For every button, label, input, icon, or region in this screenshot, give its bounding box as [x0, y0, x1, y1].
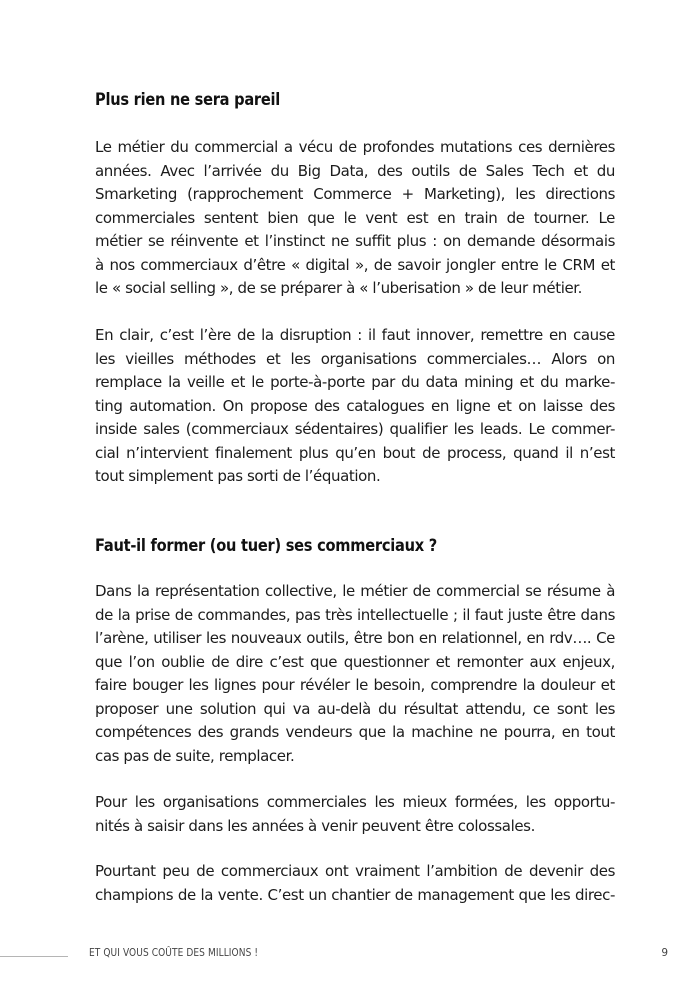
running-footer: ET QUI VOUS COÛTE DES MILLIONS ! — [89, 947, 259, 959]
text-line: années. Avec l’arrivée du Big Data, des outils de Sales Tech et du — [95, 161, 615, 180]
text-line: l’arène, utiliser les nouveaux outils, être bon en relationnel, en rdv…. Ce — [95, 629, 615, 647]
text-line: nités à saisir dans les années à venir peuvent être colossales. — [95, 816, 535, 835]
text-line: Dans la représentation collective, le métier de commercial se résume à — [95, 582, 615, 600]
text-line: les vieilles méthodes et les organisations commerciales… Alors on — [95, 349, 615, 368]
text-line: que l’on oublie de dire c’est que questionner et remonter aux enjeux, — [95, 652, 615, 671]
text-line: remplace la veille et le porte-à-porte par du data mining et du marke- — [95, 373, 615, 391]
text-line: Smarketing (rapprochement Commerce + Marketing), les directions — [95, 185, 615, 203]
text-line: compétences des grands vendeurs que la machine ne pourra, en tout — [95, 723, 615, 741]
page-number: 9 — [661, 947, 668, 959]
text-line: de la prise de commandes, pas très intellectuelle ; il faut juste être dans — [95, 605, 615, 624]
section-heading-1: Plus rien ne sera pareil — [95, 90, 281, 110]
text-line: cial n’intervient finalement plus qu’en bout de process, quand il n’est — [95, 443, 615, 462]
text-line: champions de la vente. C’est un chantier de management que les direc- — [95, 885, 615, 904]
text-line: ting automation. On propose des catalogues en ligne et on laisse des — [95, 396, 615, 415]
text-line: cas pas de suite, remplacer. — [95, 746, 295, 765]
text-line: En clair, c’est l’ère de la disruption : il faut innover, remettre en cause — [95, 326, 615, 344]
text-line: tout simplement pas sorti de l’équation. — [95, 467, 381, 485]
paragraph-5 — [95, 860, 615, 907]
text-line: proposer une solution qui va au-delà du résultat attendu, ce sont les — [95, 699, 615, 718]
text-line: Pour les organisations commerciales les mieux formées, les opportu- — [95, 793, 615, 811]
text-line: à nos commerciaux d’être « digital », de savoir jongler entre le CRM et — [95, 255, 615, 274]
text-line: faire bouger les lignes pour révéler le besoin, comprendre la douleur et — [95, 676, 615, 694]
text-line: commerciales sentent bien que le vent est en train de tourner. Le — [95, 208, 615, 227]
footer-rule — [0, 956, 68, 957]
paragraph-3 — [95, 580, 615, 768]
paragraph-1 — [95, 136, 615, 301]
text-line: métier se réinvente et l’instinct ne suffit plus : on demande désormais — [95, 232, 615, 250]
text-line: le « social selling », de se préparer à « l’uberisation » de leur métier. — [95, 279, 583, 297]
paragraph-4 — [95, 791, 615, 838]
text-line: inside sales (commerciaux sédentaires) qualifier les leads. Le commer- — [95, 420, 615, 438]
text-line: Le métier du commercial a vécu de profondes mutations ces dernières — [95, 138, 615, 156]
paragraph-2 — [95, 324, 615, 489]
section-heading-2: Faut-il former (ou tuer) ses commerciaux ? — [95, 536, 437, 556]
text-line: Pourtant peu de commerciaux ont vraiment l’ambition de devenir des — [95, 862, 615, 880]
